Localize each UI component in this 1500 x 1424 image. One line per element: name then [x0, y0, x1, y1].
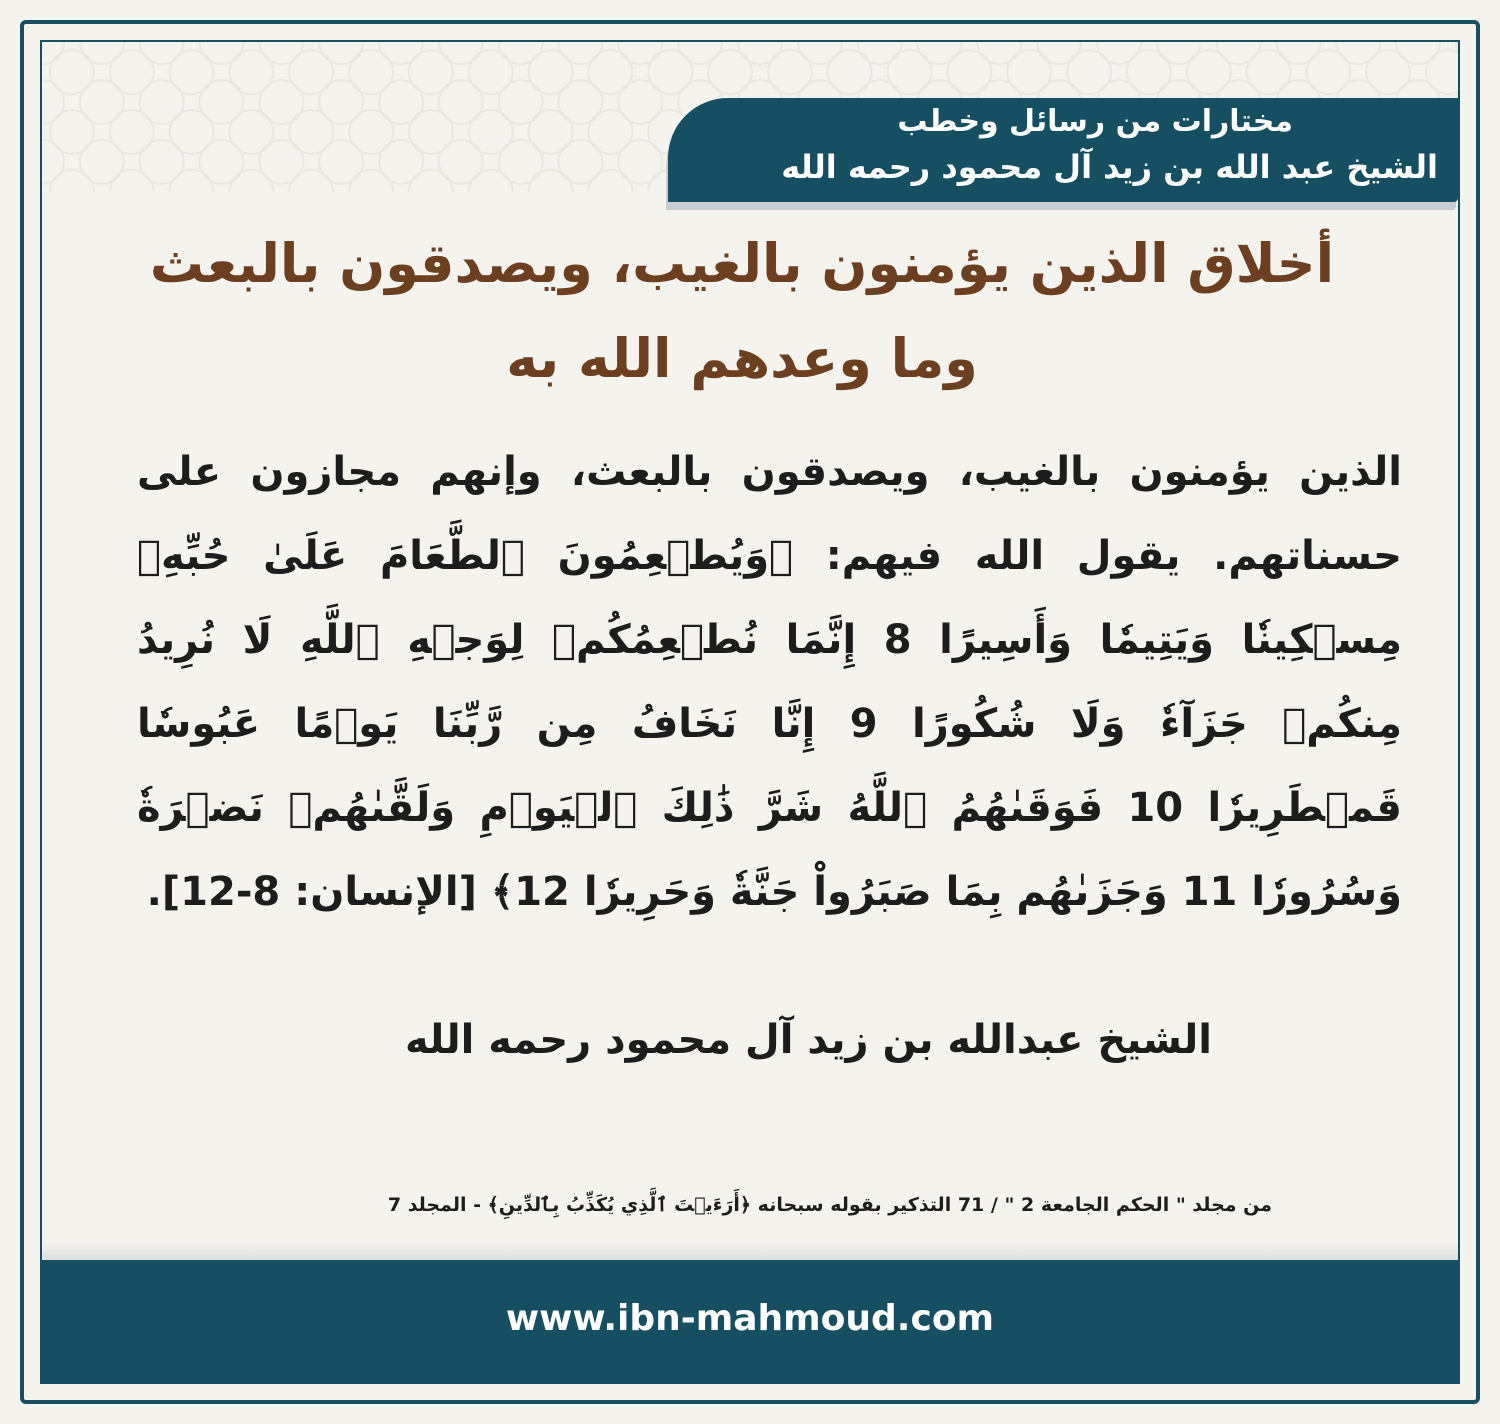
website-link[interactable]: www.ibn-mahmoud.com	[505, 1298, 995, 1339]
author-signature: الشيخ عبدالله بن زيد آل محمود رحمه الله	[405, 1017, 1212, 1063]
main-title-line-2: وما وعدهم الله به	[506, 327, 978, 390]
main-title-line-1: أخلاق الذين يؤمنون بالغيب، ويصدقون بالبعث	[149, 232, 1335, 295]
header-author: الشيخ عبد الله بن زيد آل محمود رحمه الله	[781, 148, 1438, 186]
source-reference: من مجلد " الحكم الجامعة 2 " / 71 التذكير بقوله سبحانه ﴿أَرَءَيۡتَ ٱلَّذِي يُكَذِّبُ بِٱلدِّينِ﴾ - المجلد 7	[387, 1194, 1272, 1216]
content-panel	[40, 40, 1460, 1384]
body-paragraph: الذين يؤمنون بالغيب، ويصدقون بالبعث، وإنهم مجازون على حسناتهم. يقول الله فيهم: ﴿وَيُطۡعِمُونَ ٱلطَّعَامَ عَلَىٰ حُبِّهِۦ مِسۡكِينٗا وَيَتِيمٗا وَأَسِيرًا 8 إِنَّمَا نُطۡعِمُكُمۡ لِوَجۡهِ ٱللَّهِ لَا نُرِيدُ مِنكُمۡ جَزَآءٗ وَلَا شُكُورًا 9 إِنَّا نَخَافُ مِن رَّبِّنَا يَوۡمًا عَبُوسٗا قَمۡطَرِيرٗا 10 فَوَقَىٰهُمُ ٱللَّهُ شَرَّ ذَٰلِكَ ٱلۡيَوۡمِ وَلَقَّىٰهُمۡ نَضۡرَةٗ وَسُرُورٗا 11 وَجَزَىٰهُم بِمَا صَبَرُواْ جَنَّةٗ وَحَرِيرٗا 12﴾ [الإنسان: 8-12].	[137, 449, 1402, 915]
header-subtitle: مختارات من رسائل وخطب	[897, 104, 1293, 139]
footer-separator	[42, 1242, 1458, 1260]
footer-bar	[42, 1260, 1458, 1384]
header-banner	[668, 98, 1458, 202]
